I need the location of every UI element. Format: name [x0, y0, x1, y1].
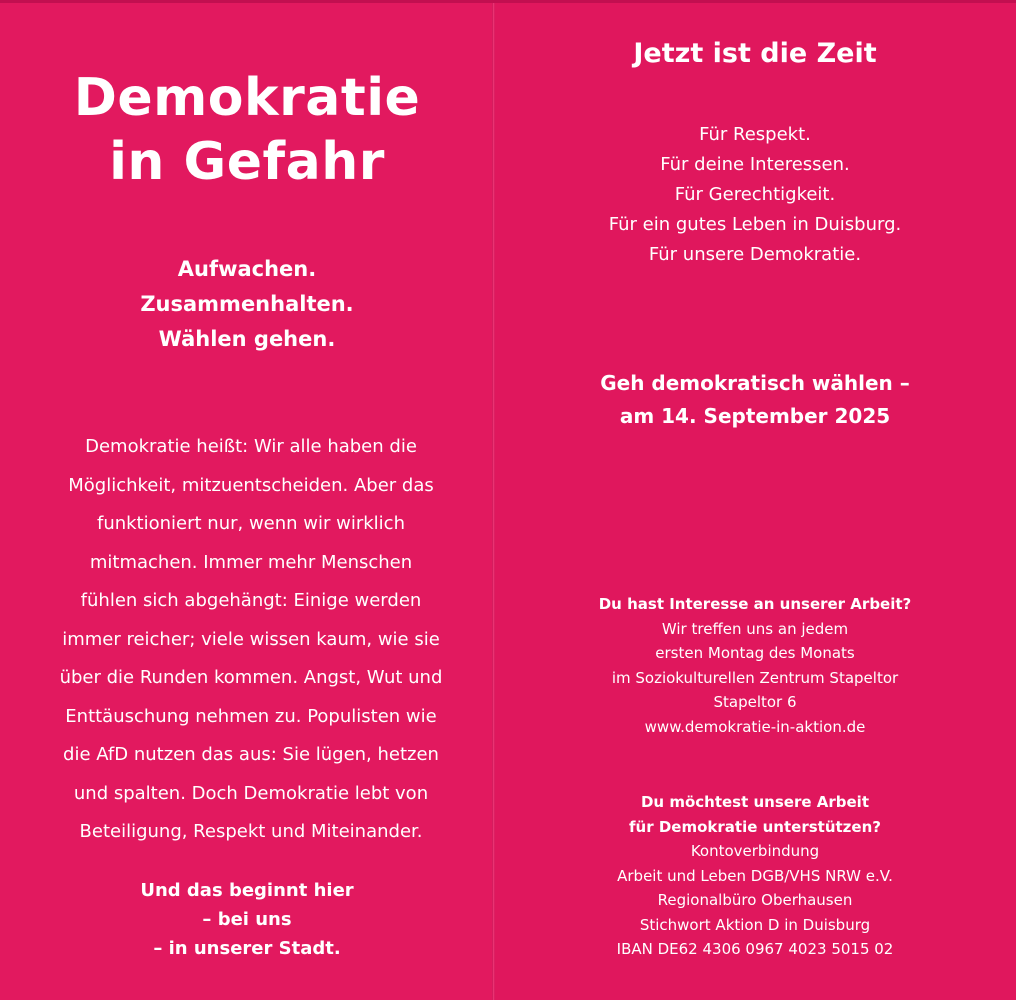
values-list-item: Für ein gutes Leben in Duisburg. — [608, 214, 902, 235]
top-edge — [0, 0, 1016, 3]
closing-line-2: – bei uns — [202, 909, 292, 930]
values-list-item: Für Respekt. — [699, 124, 811, 145]
body-line: Demokratie heißt: Wir alle haben die — [85, 436, 417, 457]
body-line: und spalten. Doch Demokratie lebt von — [73, 782, 429, 804]
body-line: immer reicher; viele wissen kaum, wie sie — [62, 628, 440, 650]
values-list-item: Für Gerechtigkeit. — [674, 184, 836, 205]
website-link[interactable]: www.demokratie-in-aktion.de — [644, 717, 866, 736]
meeting-info-line: im Soziokulturellen Zentrum Stapeltor — [611, 668, 899, 687]
meeting-info — [494, 592, 1016, 739]
values-list — [494, 120, 1016, 270]
election-call-line-1: Geh demokratisch wählen – — [600, 371, 910, 395]
election-call — [494, 367, 1016, 433]
slogan-3: Wählen gehen. — [158, 327, 336, 351]
donation-heading-line-1: Du möchtest unsere Arbeit — [640, 793, 869, 811]
body-line: die AfD nutzen das aus: Sie lügen, hetzen — [63, 744, 439, 765]
donation-info-line: Stichwort Aktion D in Duisburg — [639, 915, 871, 934]
closing-line-3: – in unserer Stadt. — [153, 938, 341, 959]
meeting-info-line: ersten Montag des Monats — [655, 644, 855, 662]
body-line: Beteiligung, Respekt und Miteinander. — [79, 821, 423, 842]
body-line: mitmachen. Immer mehr Menschen — [89, 551, 413, 573]
body-line: fühlen sich abgehängt: Einige werden — [80, 590, 422, 611]
body-line: Möglichkeit, mitzuentscheiden. Aber das — [68, 474, 434, 496]
slogan-1: Aufwachen. — [177, 257, 317, 281]
title-line-2: in Gefahr — [109, 132, 385, 192]
body-line: funktioniert nur, wenn wir wirklich — [96, 513, 405, 534]
page-title — [0, 66, 494, 194]
donation-info — [494, 790, 1016, 962]
donation-info-line: Kontoverbindung — [690, 842, 820, 860]
slogans — [0, 252, 494, 357]
donation-info-line: Arbeit und Leben DGB/VHS NRW e.V. — [617, 866, 893, 885]
iban-text: IBAN DE62 4306 0967 4023 5015 02 — [616, 940, 894, 958]
body-line: Enttäuschung nehmen zu. Populisten wie — [65, 705, 437, 727]
slogan-2: Zusammenhalten. — [140, 292, 354, 316]
title-line-1: Demokratie — [73, 68, 421, 128]
meeting-info-heading: Du hast Interesse an unserer Arbeit? — [598, 595, 912, 613]
closing-line-1: Und das beginnt hier — [140, 880, 354, 901]
meeting-info-line: Stapeltor 6 — [713, 693, 797, 711]
election-call-line-2: am 14. September 2025 — [619, 404, 891, 428]
donation-info-line: Regionalbüro Oberhausen — [657, 891, 853, 909]
values-list-item: Für deine Interessen. — [660, 154, 850, 175]
right-title: Jetzt ist die Zeit — [633, 38, 877, 69]
meeting-info-line: Wir treffen uns an jedem — [661, 619, 849, 638]
body-paragraph — [24, 428, 478, 852]
closing-statement — [0, 876, 494, 963]
body-line: über die Runden kommen. Angst, Wut und — [59, 667, 443, 688]
values-list-item: Für unsere Demokratie. — [648, 244, 862, 265]
donation-heading-line-2: für Demokratie unterstützen? — [629, 817, 881, 836]
